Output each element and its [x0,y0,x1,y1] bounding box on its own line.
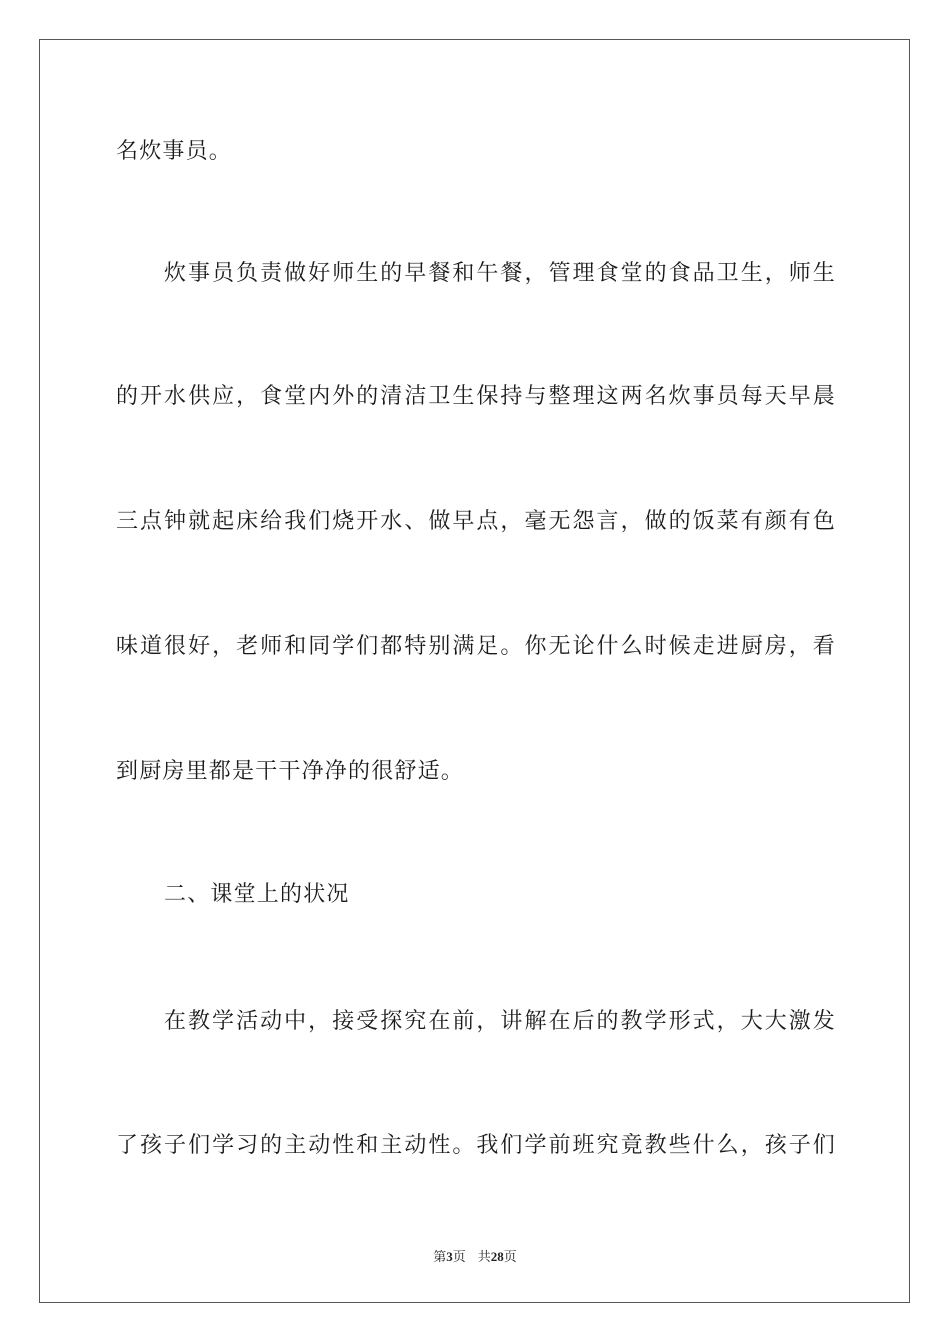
paragraph-line-4: 三点钟就起床给我们烧开水、做早点，毫无怨言，做的饭菜有颜有色 [116,509,836,534]
total-suffix: 页 [503,1249,517,1264]
page-footer [0,1248,950,1266]
page-number: 3 [446,1249,453,1264]
paragraph-line-9: 了孩子们学习的主动性和主动性。我们学前班究竟教些什么，孩子们 [116,1133,836,1158]
paragraph-line-2: 炊事员负责做好师生的早餐和午餐，管理食堂的食品卫生，师生 [164,261,836,286]
paragraph-line-3: 的开水供应，食堂内外的清洁卫生保持与整理这两名炊事员每天早晨 [116,384,836,409]
paragraph-line-5: 味道很好，老师和同学们都特别满足。你无论什么时候走进厨房，看 [116,634,836,659]
total-prefix: 共 [477,1249,491,1264]
paragraph-line-6: 到厨房里都是干干净净的很舒适。 [116,759,465,784]
page-prefix: 第 [433,1249,447,1264]
paragraph-line-8: 在教学活动中，接受探究在前，讲解在后的教学形式，大大激发 [164,1009,836,1034]
text-line-1: 名炊事员。 [116,139,233,164]
total-pages: 28 [490,1249,504,1264]
section-heading: 二、课堂上的状况 [164,882,350,907]
page-frame [39,39,910,1303]
page-suffix: 页 [452,1249,466,1264]
